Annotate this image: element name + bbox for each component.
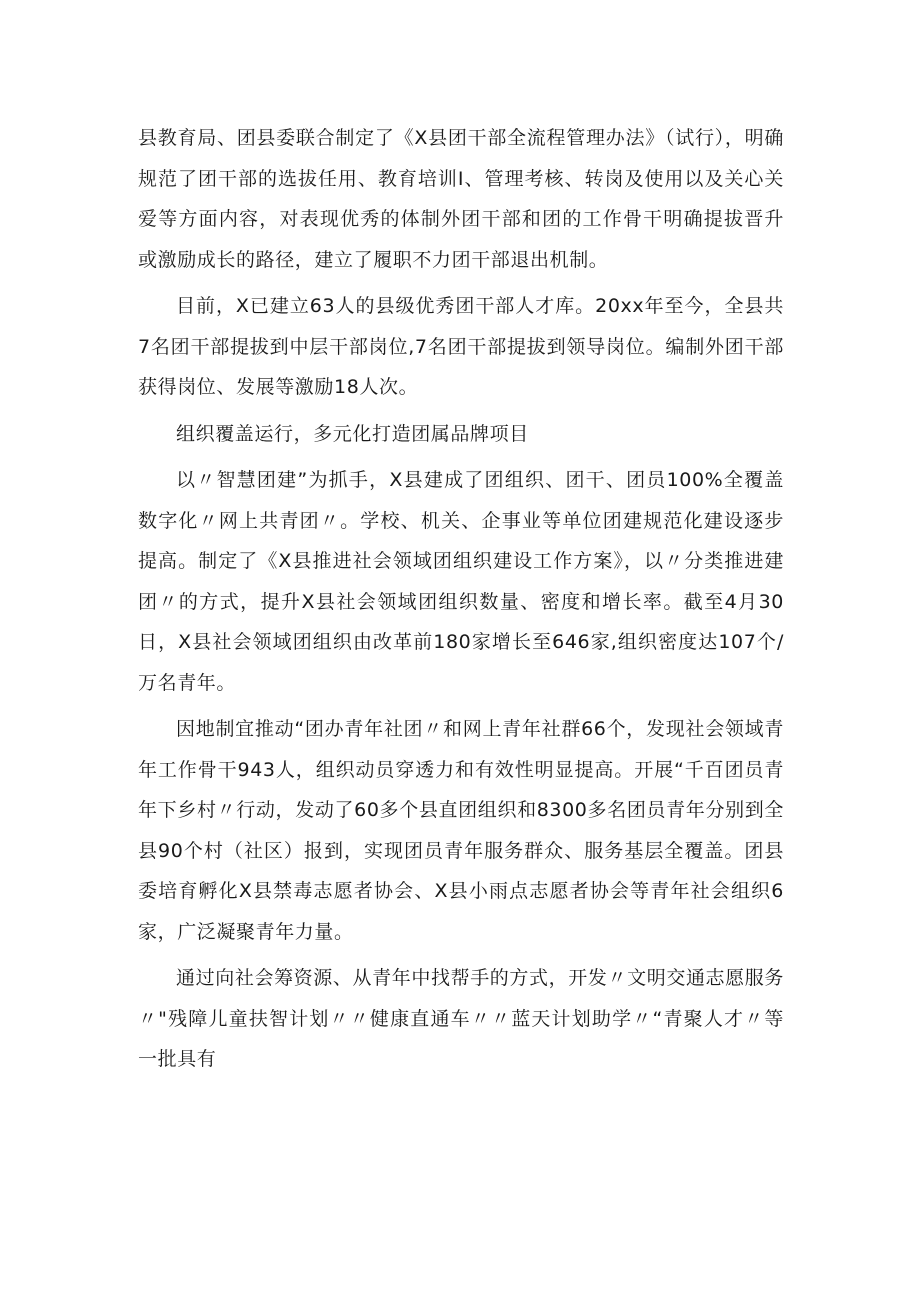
section-heading: 组织覆盖运行，多元化打造团属品牌项目 — [176, 422, 529, 445]
paragraph-1: 县教育局、团县委联合制定了《X县团干部全流程管理办法》（试行），明确规范了团干部的选拔任用、教育培训I、管理考核、转岗及使用以及关心关爱等方面内容，对表现优秀的体制外团干部和团的工作骨干明确提拔晋升或激励成长的路径，建立了履职不力团干部退出机制。 — [138, 127, 784, 271]
paragraph-5: 通过向社会筹资源、从青年中找帮手的方式，开发〃文明交通志愿服务〃"残障儿童扶智计划〃〃健康直通车〃〃蓝天计划助学〃“青聚人才〃等一批具有 — [138, 967, 784, 1070]
paragraph-4: 因地制宜推动“团办青年社团〃和网上青年社群66个，发现社会领域青年工作骨干943人，组织动员穿透力和有效性明显提高。开展“千百团员青年下乡村〃行动，发动了60多个县直团组织和8300多名团员青年分别到全县90个村（社区）报到，实现团员青年服务群众、服务基层全覆盖。团县委培育孵化X县禁毒志愿者协会、X县小雨点志愿者协会等青年社会组织6家，广泛凝聚青年力量。 — [138, 718, 784, 943]
paragraph-3: 以〃智慧团建”为抓手，X县建成了团组织、团干、团员100%全覆盖数字化〃网上共青团〃。学校、机关、企事业等单位团建规范化建设逐步提高。制定了《X县推进社会领域团组织建设工作方案》，以〃分类推进建团〃的方式，提升X县社会领域团组织数量、密度和增长率。截至4月30日，X县社会领域团组织由改革前180家增长至646家,组织密度达107个/万名青年。 — [138, 469, 784, 694]
paragraph-2: 目前，X已建立63人的县级优秀团干部人才库。20xx年至今，全县共7名团干部提拔到中层干部岗位,7名团干部提拔到领导岗位。编制外团干部获得岗位、发展等激励18人次。 — [138, 295, 784, 398]
document-body — [138, 118, 784, 1086]
